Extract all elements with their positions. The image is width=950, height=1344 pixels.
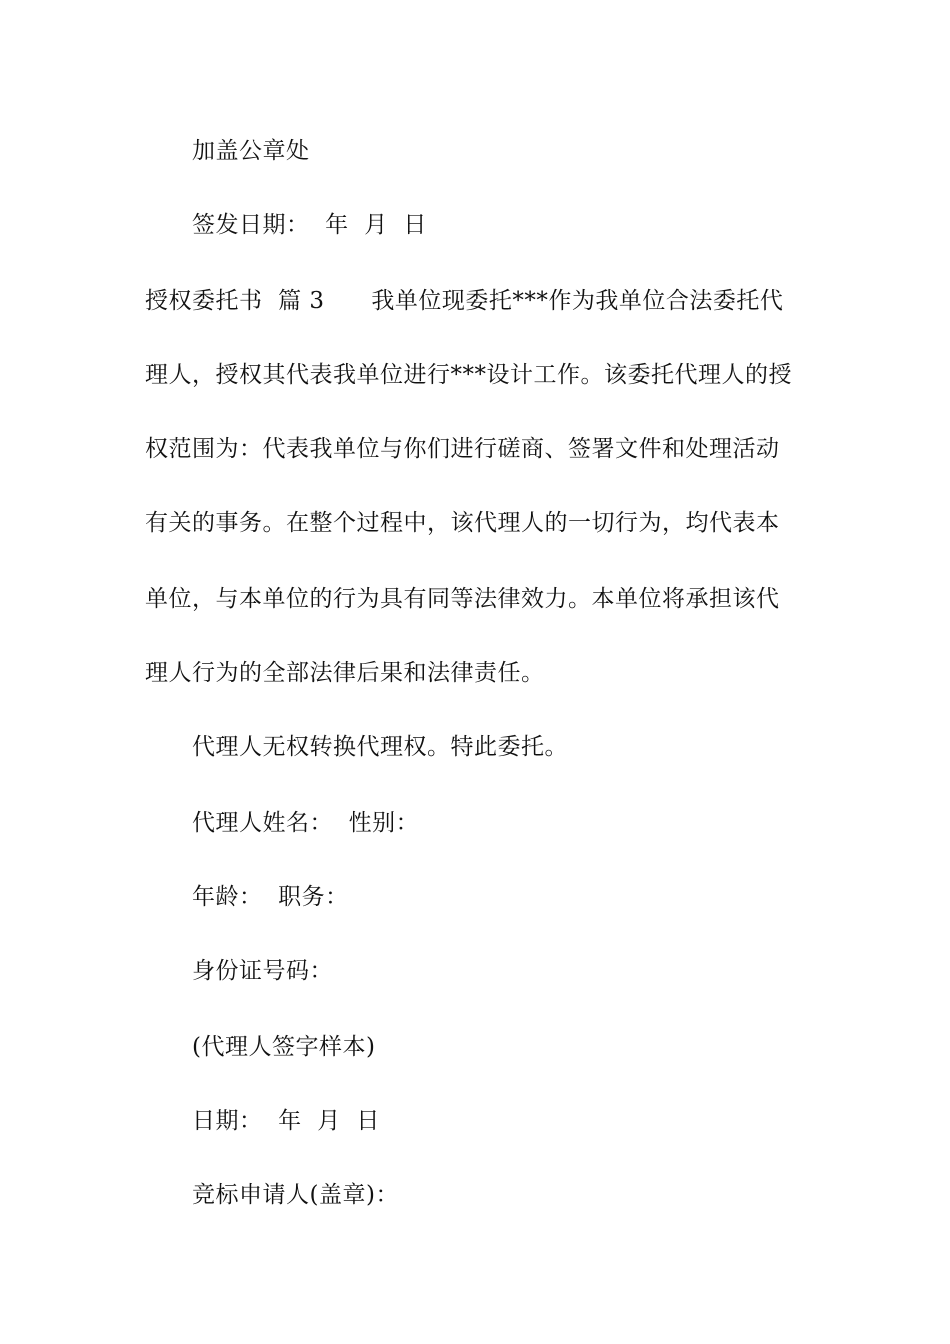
- id-number-line: 身份证号码：: [192, 958, 333, 984]
- date-line: 日期： 年 月 日: [192, 1108, 380, 1134]
- body-line-4: 有关的事务。在整个过程中，该代理人的一切行为，均代表本: [145, 510, 780, 536]
- seal-placeholder-line: 加盖公章处: [192, 138, 310, 164]
- body-line-5: 单位，与本单位的行为具有同等法律效力。本单位将承担该代: [145, 586, 780, 612]
- agent-name-gender-line: 代理人姓名： 性别：: [192, 810, 420, 836]
- no-transfer-line: 代理人无权转换代理权。特此委托。: [192, 734, 568, 760]
- section-title-line: 授权委托书 篇 3 我单位现委托***作为我单位合法委托代: [145, 288, 784, 314]
- bidder-seal-line: 竞标申请人(盖章)：: [192, 1182, 399, 1208]
- issue-date-line: 签发日期： 年 月 日: [192, 212, 427, 238]
- signature-sample-line: (代理人签字样本): [192, 1034, 376, 1060]
- body-line-3: 权范围为：代表我单位与你们进行磋商、签署文件和处理活动: [145, 436, 780, 462]
- body-line-2: 理人，授权其代表我单位进行***设计工作。该委托代理人的授: [145, 362, 792, 388]
- agent-age-position-line: 年龄： 职务：: [192, 884, 349, 910]
- body-line-6: 理人行为的全部法律后果和法律责任。: [145, 660, 545, 686]
